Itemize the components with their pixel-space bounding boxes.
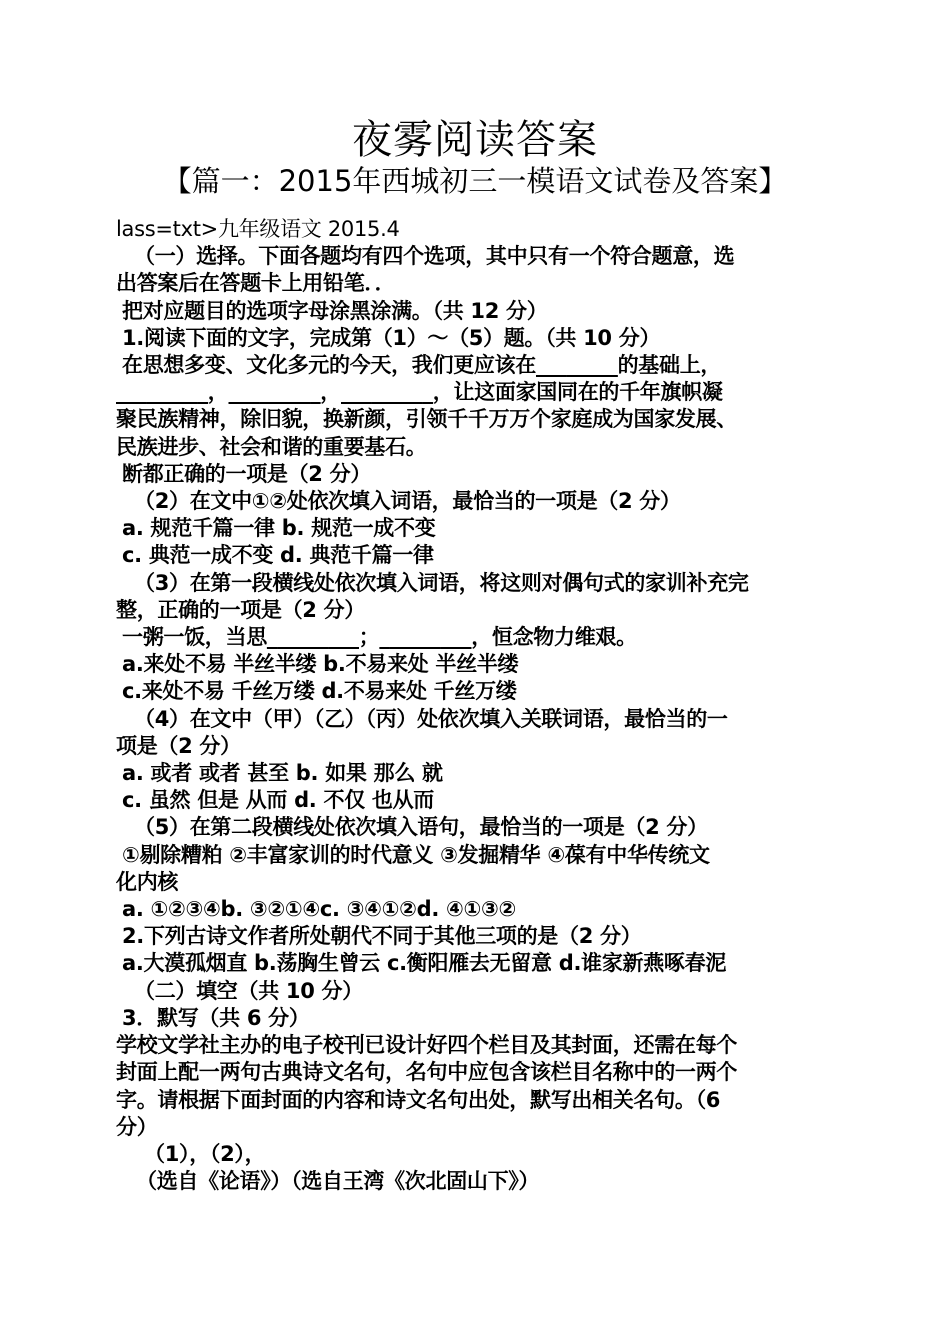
text-line: 出答案后在答题卡上用铅笔．． <box>116 271 396 296</box>
document-body <box>116 216 836 1195</box>
text-line: 封面上配一两句古典诗文名句，名句中应包含该栏目名称中的一两个 <box>116 1060 737 1085</box>
text-line: 聚民族精神，除旧貌，换新颜，引领千千万万个家庭成为国家发展、 <box>116 407 737 432</box>
text-line: 一粥一饭，当思_________；_________，恒念物力维艰。 <box>122 625 637 650</box>
text-line: （一）选择。下面各题均有四个选项，其中只有一个符合题意，选 <box>134 244 735 269</box>
text-line: _________，_________，_________，让这面家国同在的千年旗帜凝 <box>116 380 723 405</box>
text-line: 2.下列古诗文作者所处朝代不同于其他三项的是（2 分） <box>122 924 642 949</box>
text-line: a.来处不易 半丝半缕 b.不易来处 半丝半缕 <box>122 652 519 677</box>
text-line: ①剔除糟粕 ②丰富家训的时代意义 ③发掘精华 ④葆有中华传统文 <box>122 842 710 867</box>
document-title: 夜雾阅读答案 <box>352 117 598 163</box>
text-line: 化内核 <box>116 869 179 894</box>
text-line: 字。请根据下面封面的内容和诗文名句出处，默写出相关名句。（6 <box>116 1087 721 1112</box>
text-line: 民族进步、社会和谐的重要基石。 <box>116 434 427 459</box>
text-line: a.大漠孤烟直 b.荡胸生曾云 c.衡阳雁去无留意 d.谁家新燕啄春泥 <box>122 951 727 976</box>
document-subtitle: 【篇一：2015年西城初三一模语文试卷及答案】 <box>162 164 788 198</box>
text-line: a. ①②③④b. ③②①④c. ③④①②d. ④①③② <box>122 897 516 922</box>
text-line: 断都正确的一项是（2 分） <box>122 461 372 486</box>
text-line: a. 规范千篇一律 b. 规范一成不变 <box>122 516 436 541</box>
text-line: 在思想多变、文化多元的今天，我们更应该在________的基础上， <box>122 353 722 378</box>
text-line: lass=txt>九年级语文 2015.4 <box>116 217 400 241</box>
text-line: 学校文学社主办的电子校刊已设计好四个栏目及其封面，还需在每个 <box>116 1033 737 1058</box>
text-line: 1.阅读下面的文字，完成第（1）～（5）题。（共 10 分） <box>122 325 661 350</box>
text-line: 把对应题目的选项字母涂黑涂满。（共 12 分） <box>122 298 548 323</box>
text-line: （2）在文中①②处依次填入词语，最恰当的一项是（2 分） <box>134 489 681 514</box>
text-line: c.来处不易 千丝万缕 d.不易来处 千丝万缕 <box>122 679 517 704</box>
text-line: （选自《论语》）（选自王湾《次北固山下》） <box>136 1169 540 1194</box>
text-line: （1），（2）， <box>144 1141 266 1166</box>
text-line: 整，正确的一项是（2 分） <box>116 597 366 622</box>
text-line: a. 或者 或者 甚至 b. 如果 那么 就 <box>122 761 443 786</box>
text-line: （5）在第二段横线处依次填入语句，最恰当的一项是（2 分） <box>134 815 708 840</box>
text-line: 项是（2 分） <box>116 733 241 758</box>
text-line: c. 虽然 但是 从而 d. 不仅 也从而 <box>122 788 435 813</box>
text-line: （3）在第一段横线处依次填入词语，将这则对偶句式的家训补充完 <box>134 570 749 595</box>
text-line: （二）填空（共 10 分） <box>134 978 363 1003</box>
text-line: c. 典范一成不变 d. 典范千篇一律 <box>122 543 434 568</box>
text-line: 分） <box>116 1114 158 1139</box>
text-line: （4）在文中（甲）（乙）（丙）处依次填入关联词语，最恰当的一 <box>134 706 728 731</box>
text-line: 3．默写（共 6 分） <box>122 1005 310 1030</box>
